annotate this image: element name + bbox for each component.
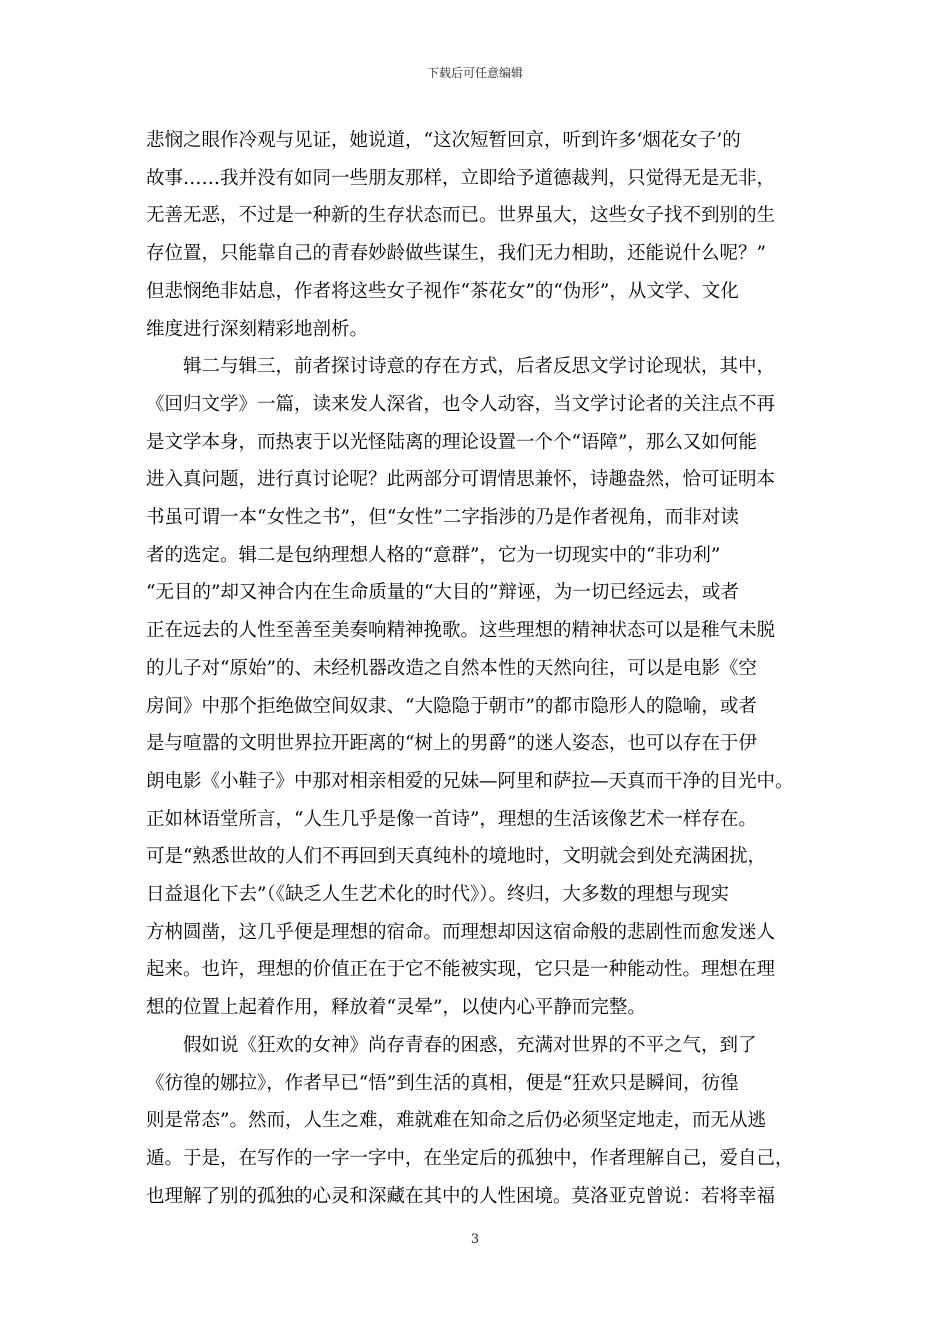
text-line: 也理解了别的孤独的心灵和深藏在其中的人性困境。莫洛亚克曾说：若将幸福 — [146, 1185, 776, 1207]
text-line: 是文学本身，而热衷于以光怪陆离的理论设置一个个“语障”，那么又如何能 — [146, 431, 757, 453]
text-line: 想的位置上起着作用，释放着“灵晕”，以使内心平静而完整。 — [146, 997, 646, 1019]
text-line: 故事……我并没有如同一些朋友那样，立即给予道德裁判，只觉得无是无非， — [146, 167, 776, 189]
text-line: 可是“熟悉世故的人们不再回到天真纯朴的境地时，文明就会到处充满困扰， — [146, 846, 766, 868]
page-number: 3 — [470, 1232, 480, 1247]
text-line: 起来。也许，理想的价值正在于它不能被实现，它只是一种能动性。理想在理 — [146, 959, 776, 981]
paragraph-3 — [146, 1027, 806, 1216]
text-line: 方枘圆凿，这几乎便是理想的宿命。而理想却因这宿命般的悲剧性而愈发迷人 — [146, 921, 776, 943]
text-line: 《彷徨的娜拉》，作者早已“悟”到生活的真相，便是“狂欢只是瞬间，彷徨 — [146, 1072, 739, 1094]
text-line: 《回归文学》一篇，读来发人深省，也令人动容，当文学讨论者的关注点不再 — [146, 393, 776, 415]
text-line: 正如林语堂所言，“人生几乎是像一首诗”，理想的生活该像艺术一样存在。 — [146, 808, 757, 830]
text-line: 假如说《狂欢的女神》尚存青春的困惑，充满对世界的不平之气，到了 — [183, 1034, 757, 1056]
text-line: 遁。于是，在写作的一字一字中，在坐定后的孤独中，作者理解自己，爱自己， — [146, 1147, 794, 1169]
text-line: 悲悯之眼作冷观与见证，她说道，“这次短暂回京，听到许多‘烟花女子’的 — [146, 130, 741, 151]
text-line: 房间》中那个拒绝做空间奴隶、“大隐隐于朝市”的都市隐形人的隐喻，或者 — [146, 695, 757, 717]
text-line: 者的选定。辑二是包纳理想人格的“意群”，它为一切现实中的“非功利” — [146, 544, 721, 566]
text-line: 进入真问题，进行真讨论呢？此两部分可谓情思兼怀，诗趣盎然，恰可证明本 — [146, 469, 776, 491]
document-body — [146, 122, 806, 1215]
text-line: 则是常态”。然而，人生之难，难就难在知命之后仍必须坚定地走，而无从逃 — [146, 1110, 766, 1132]
text-line: 正在远去的人性至善至美奏响精神挽歌。这些理想的精神状态可以是稚气未脱 — [146, 620, 776, 642]
text-line: 书虽可谓一本“女性之书”，但“女性”二字指涉的乃是作者视角，而非对读 — [146, 507, 739, 529]
text-line: “无目的”却又神合内在生命质量的“大目的”辩诬，为一切已经远去，或者 — [146, 582, 739, 604]
text-line: 但悲悯绝非姑息，作者将这些女子视作“茶花女”的“伪形”，从文学、文化 — [146, 280, 739, 302]
text-line: 辑二与辑三，前者探讨诗意的存在方式，后者反思文学讨论现状，其中， — [183, 356, 776, 378]
text-line: 维度进行深刻精彩地剖析。 — [146, 318, 369, 340]
text-line: 存位置，只能靠自己的青春妙龄做些谋生，我们无力相助，还能说什么呢？” — [146, 243, 766, 265]
paragraph-1 — [146, 122, 806, 348]
page-header: 下载后可任意编辑 — [426, 66, 523, 80]
text-line: 无善无恶，不过是一种新的生存状态而已。世界虽大，这些女子找不到别的生 — [146, 205, 776, 227]
text-line: 的儿子对“原始”的、未经机器改造之自然本性的天然向往，可以是电影《空 — [146, 657, 757, 679]
paragraph-2 — [146, 348, 806, 1027]
text-line: 日益退化下去”（《缺乏人生艺术化的时代》）。终归，大多数的理想与现实 — [146, 884, 729, 906]
text-line: 是与喧嚣的文明世界拉开距离的“树上的男爵”的迷人姿态，也可以存在于伊 — [146, 733, 757, 755]
text-line: 朗电影《小鞋子》中那对相亲相爱的兄妹—阿里和萨拉—天真而干净的目光中。 — [146, 770, 794, 792]
